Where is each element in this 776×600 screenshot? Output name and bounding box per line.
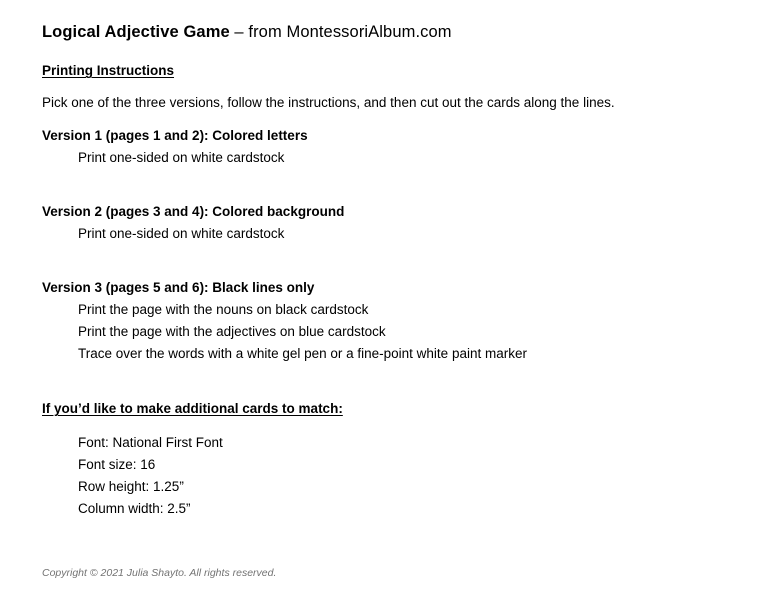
page-title-source: – from MontessoriAlbum.com (229, 23, 452, 41)
version-1-heading: Version 1 (pages 1 and 2): Colored letters (42, 128, 308, 143)
additional-cards-heading-text: If you’d like to make additional cards to match: (42, 401, 343, 416)
version-2-line-1: Print one-sided on white cardstock (78, 226, 285, 241)
version-3-line-2: Print the page with the adjectives on blue cardstock (78, 324, 386, 339)
additional-cards-heading (42, 400, 343, 418)
spec-column-width: Column width: 2.5” (78, 501, 191, 516)
printing-instructions-heading (42, 62, 174, 80)
spec-font: Font: National First Font (78, 435, 223, 450)
footer-copyright: Copyright © 2021 Julia Shayto. All rights reserved. (42, 567, 277, 579)
version-3-line-3: Trace over the words with a white gel pen or a fine-point white paint marker (78, 346, 527, 361)
spec-font-size: Font size: 16 (78, 457, 156, 472)
version-3-line-1: Print the page with the nouns on black cardstock (78, 302, 369, 317)
spec-row-height: Row height: 1.25” (78, 479, 184, 494)
printing-instructions-intro: Pick one of the three versions, follow the instructions, and then cut out the cards along the lines. (42, 95, 615, 110)
printing-instructions-heading-text: Printing Instructions (42, 63, 175, 78)
page-title (42, 22, 452, 42)
version-3-heading: Version 3 (pages 5 and 6): Black lines only (42, 280, 315, 295)
page-title-main: Logical Adjective Game (42, 23, 230, 41)
version-1-line-1: Print one-sided on white cardstock (78, 150, 285, 165)
version-2-heading: Version 2 (pages 3 and 4): Colored background (42, 204, 345, 219)
